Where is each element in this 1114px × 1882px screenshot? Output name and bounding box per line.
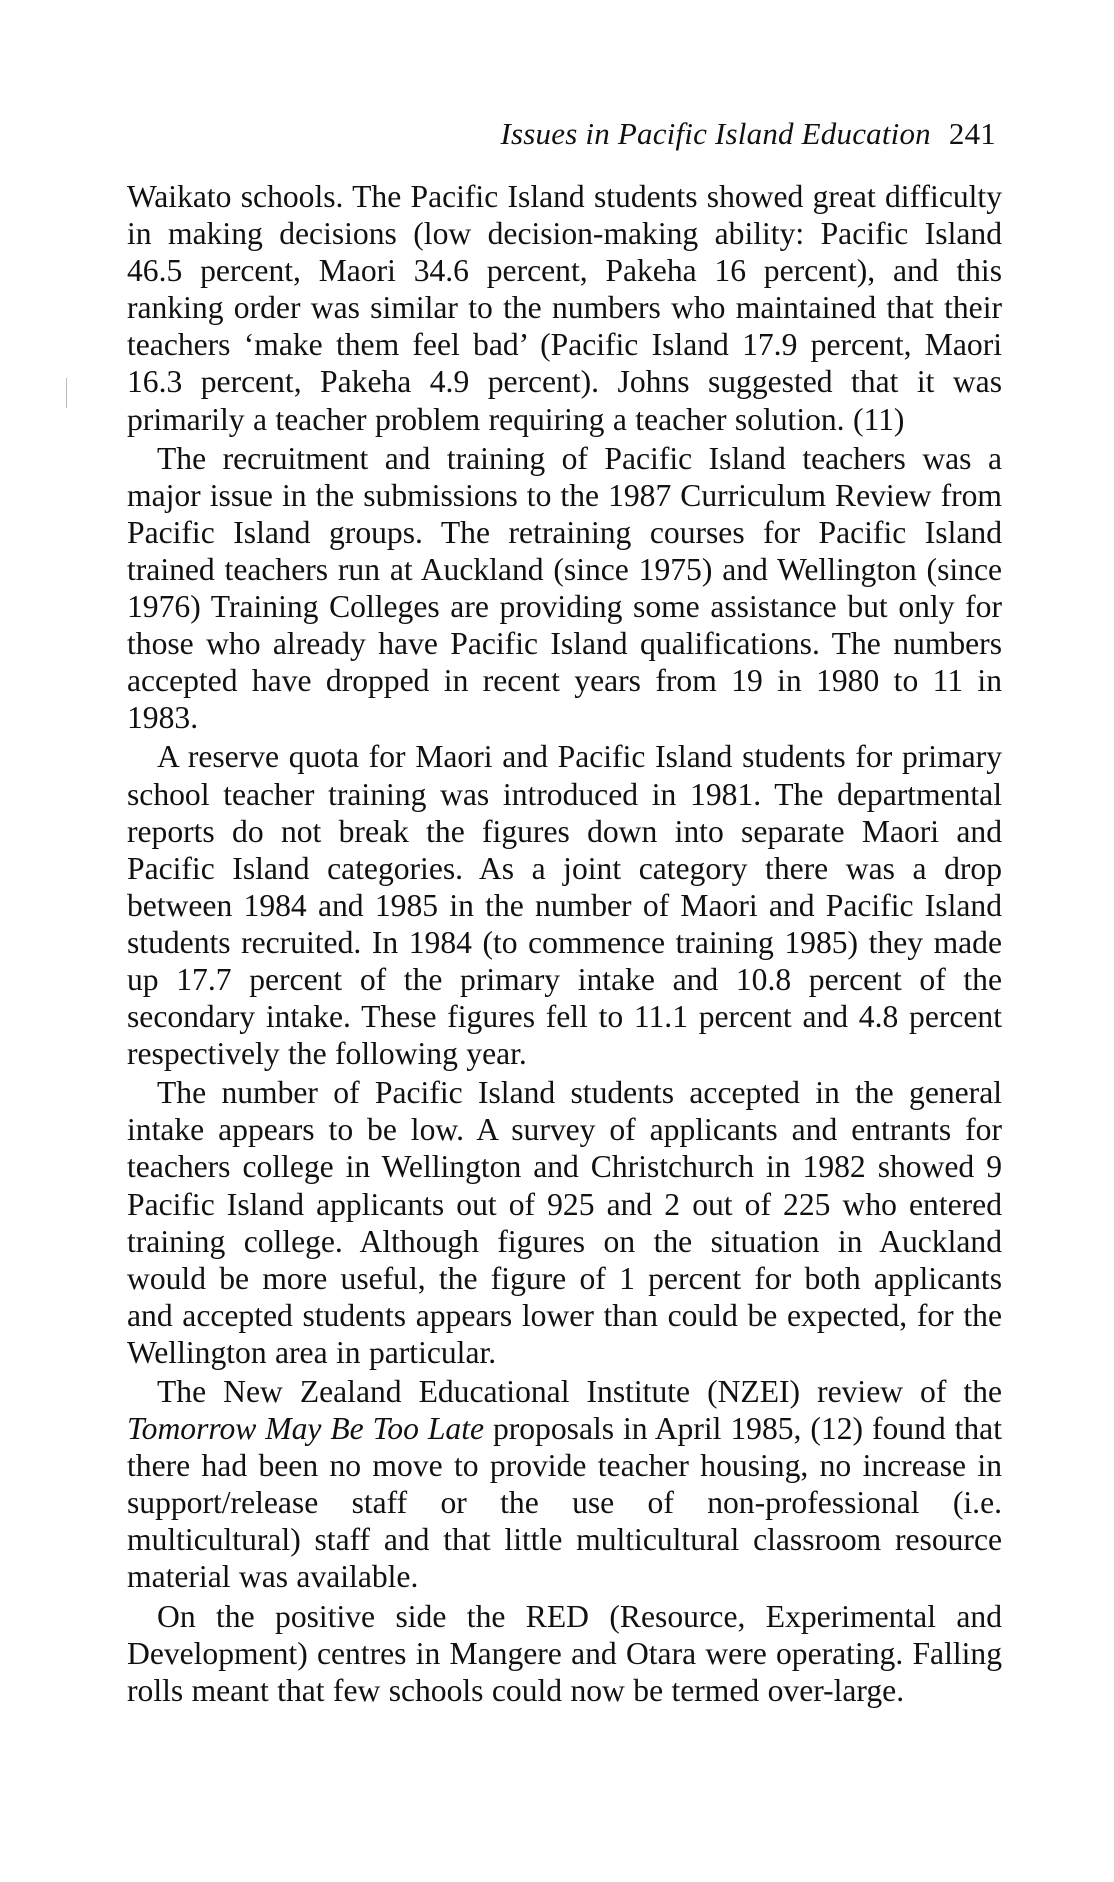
paragraph-reserve-quota: A reserve quota for Maori and Pacific Island students for primary school teacher training was introduced in 1981. The departmental reports do not break the figures down into separate Maori and Pacific Island categories. As a joint category there was a drop between 1984 and 1985 in the number of Maori and Pacific Island students recruited. In 1984 (to commence training 1985) they made up 17.7 percent of the primary intake and 10.8 percent of the secondary intake. These figures fell to 11.1 percent and 4.8 percent respectively the following year. <box>127 739 1002 1072</box>
paragraph-waikato-schools: Waikato schools. The Pacific Island students showed great difficulty in making decisions (low decision-making ability: Pacific Island 46.5 percent, Maori 34.6 percent, Pakeha 16 percent), and this ranking order was similar to the numbers who maintained that their teachers ‘make them feel bad’ (Pacific Island 17.9 percent, Maori 16.3 percent, Pakeha 4.9 percent). Johns suggested that it was primarily a teacher problem requiring a teacher solution. (11) <box>127 179 1002 437</box>
page-number: 241 <box>948 116 996 151</box>
paragraph-red-centres: On the positive side the RED (Resource, Experimental and Development) centres in Mangere and Otara were operating. Falling rolls meant that few schools could now be termed over-large. <box>127 1598 1002 1708</box>
paragraph-teacher-recruitment: The recruitment and training of Pacific Island teachers was a major issue in the submissions to the 1987 Curriculum Review from Pacific Island groups. The retraining courses for Pacific Island trained teachers run at Auckland (since 1975) and Wellington (since 1976) Training Colleges are providing some assistance but only for those who already have Pacific Island qualifications. The numbers accepted have dropped in recent years from 19 in 1980 to 11 in 1983. <box>127 440 1002 736</box>
body-text <box>127 178 1002 1709</box>
paragraph-nzei-review <box>127 1373 1002 1596</box>
paragraph-general-intake: The number of Pacific Island students accepted in the general intake appears to be low. A survey of applicants and entrants for teachers college in Wellington and Christchurch in 1982 showed 9 Pacific Island applicants out of 925 and 2 out of 225 who entered training college. Although figures on the situation in Auckland would be more useful, the figure of 1 percent for both applicants and accepted students appears lower than could be expected, for the Wellington area in particular. <box>127 1075 1002 1370</box>
running-head <box>500 118 996 149</box>
running-head-title: Issues in Pacific Island Education <box>500 116 931 151</box>
report-title: Tomorrow May Be Too Late <box>127 1411 484 1447</box>
nzei-review-intro: The New Zealand Educational Institute (NZEI) review of the <box>157 1374 1002 1409</box>
margin-mark <box>66 378 67 408</box>
nzei-review-rest: proposals in April 1985, (12) found that there had been no move to provide teacher housing, no increase in support/release staff or the use of non-professional (i.e. multicultural) staff and that little multicultural classroom resource material was available. <box>127 1411 1002 1595</box>
